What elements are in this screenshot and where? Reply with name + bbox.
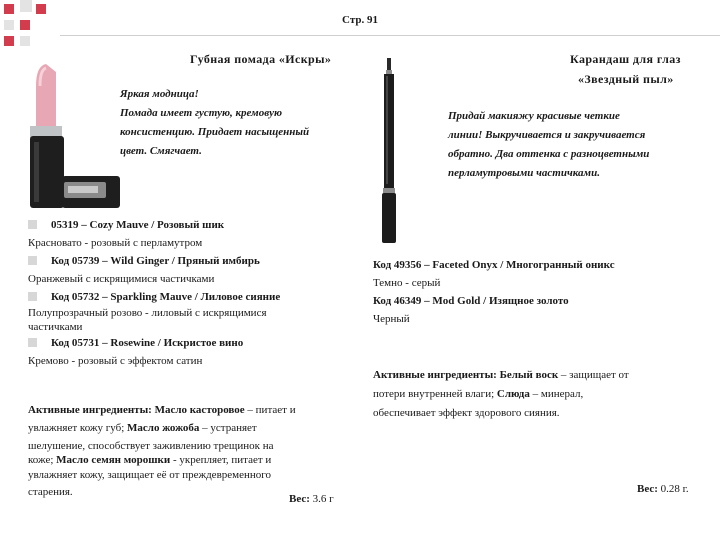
desc-line: Яркая модница!: [120, 88, 199, 100]
eyeliner-ingredients: Активные ингредиенты: Белый воск – защищает от потери внутренней влаги; Слюда – минерал, обеспечивает эффект здорового сияния.: [373, 369, 629, 419]
shade-note: Оранжевый с искрящимися частичками: [28, 273, 215, 285]
lipstick-description: [120, 85, 360, 161]
shade-name: 05319 – Cozy Mauve / Розовый шик: [28, 216, 368, 234]
shade-note: Красновато - розовый с перламутром: [28, 237, 203, 249]
eyeliner-title-line-2: «Звездный пыл»: [578, 72, 674, 86]
shade-note: Полупрозрачный розово - лиловый с искрящимися: [28, 307, 267, 319]
ingredients-label: Активные ингредиенты:: [28, 404, 152, 416]
header-rule: [60, 35, 720, 36]
lipstick-ingredients: Активные ингредиенты: Масло касторовое – питает и увлажняет кожу губ; Масло жожоба – устраняет шелушение, способствует заживлению трещинок на коже; Масло семян морошки - укрепляет, питает и увлажняет кожу, защищает её от преждевременного старения.: [28, 401, 358, 501]
eyeliner-title-line-1: Карандаш для глаз: [570, 52, 681, 66]
desc-line: Придай макияжу красивые четкие: [448, 110, 620, 122]
eyeliner-shade-list: [373, 256, 713, 328]
shade-note: Черный: [373, 313, 410, 325]
desc-line: Помада имеет густую, кремовую: [120, 107, 283, 119]
ingredients-label: Активные ингредиенты:: [373, 369, 497, 381]
ingredients-end: старения.: [28, 486, 73, 498]
shade-name: Код 05731 – Rosewine / Искристое вино: [28, 334, 368, 352]
bullet-icon: [28, 256, 37, 265]
lipstick-weight: Вес: 3.6 г: [289, 493, 334, 505]
desc-line: обратно. Два оттенка с разноцветными: [448, 148, 650, 160]
lipstick-shade-list: [28, 216, 368, 370]
desc-line: линии! Выкручивается и закручивается: [448, 129, 646, 141]
shade-name: Код 05739 – Wild Ginger / Пряный имбирь: [28, 252, 368, 270]
eyeliner-weight: Вес: 0.28 г.: [637, 483, 689, 495]
shade-note: частичками: [28, 321, 83, 333]
shade-name: Код 46349 – Mod Gold / Изящное золото: [373, 295, 569, 307]
bullet-icon: [28, 292, 37, 301]
desc-line: перламутровыми частичками.: [448, 167, 600, 179]
bullet-icon: [28, 220, 37, 229]
shade-note: Кремово - розовый с эффектом сатин: [28, 355, 203, 367]
lipstick-title: Губная помада «Искры»: [190, 52, 332, 66]
lipstick-image: [18, 58, 120, 208]
shade-note: Темно - серый: [373, 277, 441, 289]
eyeliner-description: [448, 107, 718, 183]
page-number: Стр. 91: [342, 14, 378, 26]
shade-name: Код 05732 – Sparkling Mauve / Лиловое сияние: [28, 288, 368, 306]
desc-line: цвет. Смягчает.: [120, 145, 202, 157]
shade-name: Код 49356 – Faceted Onyx / Многогранный оникс: [373, 259, 615, 271]
eyeliner-image: [374, 58, 404, 243]
bullet-icon: [28, 338, 37, 347]
desc-line: консистенцию. Придает насыщенный: [120, 126, 310, 138]
